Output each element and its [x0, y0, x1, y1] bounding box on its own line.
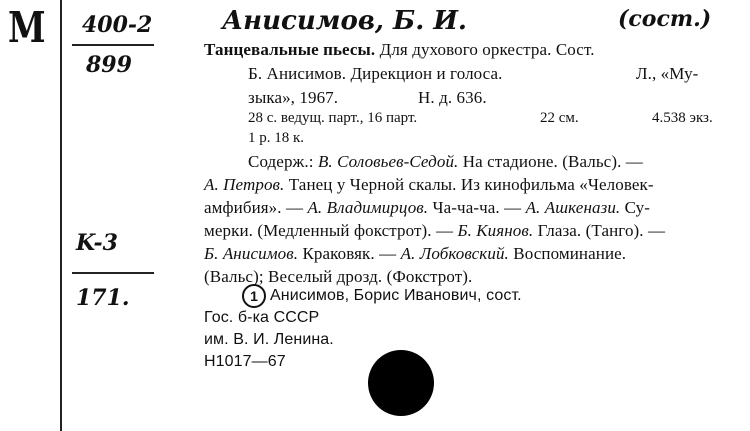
- composer-name: А. Петров.: [204, 175, 285, 194]
- price: 1 р. 18 к.: [248, 130, 305, 146]
- handwritten-note: (сост.): [618, 6, 712, 32]
- title-line-2: Б. Анисимов. Дирекцион и голоса.: [248, 64, 503, 83]
- contents-line-2: [204, 175, 654, 195]
- contents-line-6: (Вальс); Веселый дрозд. (Фокстрот).: [204, 267, 473, 286]
- desc-size: 22 см.: [540, 110, 579, 126]
- work-title: Краковяк. —: [302, 244, 397, 263]
- tracing-number: 1: [242, 284, 266, 308]
- work-title: На стадионе. (Вальс). —: [462, 152, 643, 171]
- desc-pages: 28 с. ведущ. парт., 16 парт.: [248, 110, 418, 126]
- handwritten-mark: M: [8, 3, 46, 53]
- work-title: амфибия». —: [204, 198, 304, 217]
- handwritten-author: Анисимов, Б. И.: [222, 6, 467, 36]
- title-line: [204, 40, 595, 60]
- composer-name: А. Лобковский.: [400, 244, 509, 263]
- composer-name: А. Владимирцов.: [307, 198, 429, 217]
- card-punch-hole: [368, 350, 434, 416]
- card-code: H1017—67: [204, 353, 286, 370]
- composer-name: А. Ашкенази.: [525, 198, 621, 217]
- call-number-under: 899: [86, 52, 132, 78]
- call-number-top: 400-2: [82, 12, 153, 38]
- work-title: Су-: [624, 198, 651, 217]
- plate-number: Н. д. 636.: [418, 88, 487, 107]
- contents-line-4: [204, 221, 665, 241]
- call-number-divider-2: [72, 272, 154, 274]
- call-number-bottom: 171.: [76, 285, 130, 311]
- title-rest: Для духового оркестра. Сост.: [379, 40, 595, 59]
- work-title: Танец у Черной скалы. Из кинофильма «Человек-: [288, 175, 654, 194]
- vertical-rule: [60, 0, 62, 431]
- call-number-mid: K-3: [76, 230, 118, 256]
- work-title: мерки. (Медленный фокстрот). —: [204, 221, 454, 240]
- composer-name: В. Соловьев-Седой.: [317, 152, 459, 171]
- contents-line-5: [204, 244, 626, 264]
- work-title: Воспоминание.: [513, 244, 627, 263]
- tracing-author: Анисимов, Борис Иванович, сост.: [270, 287, 522, 304]
- call-number-divider: [72, 44, 154, 46]
- library-name: Гос. б-ка СССР: [204, 309, 320, 326]
- contents-label: Содерж.:: [248, 152, 314, 171]
- library-name-2: им. В. И. Ленина.: [204, 331, 334, 348]
- publisher-year: зыка», 1967.: [248, 88, 339, 107]
- work-title: Глаза. (Танго). —: [537, 221, 666, 240]
- contents-line-1: [248, 152, 643, 172]
- work-title: Ча-ча-ча. —: [432, 198, 522, 217]
- composer-name: Б. Анисимов.: [204, 244, 299, 263]
- desc-copies: 4.538 экз.: [652, 110, 713, 126]
- title-bold: Танцевальные пьесы.: [204, 40, 376, 59]
- publisher-start: Л., «Му-: [636, 64, 699, 83]
- contents-line-3: [204, 198, 650, 218]
- composer-name: Б. Киянов.: [457, 221, 534, 240]
